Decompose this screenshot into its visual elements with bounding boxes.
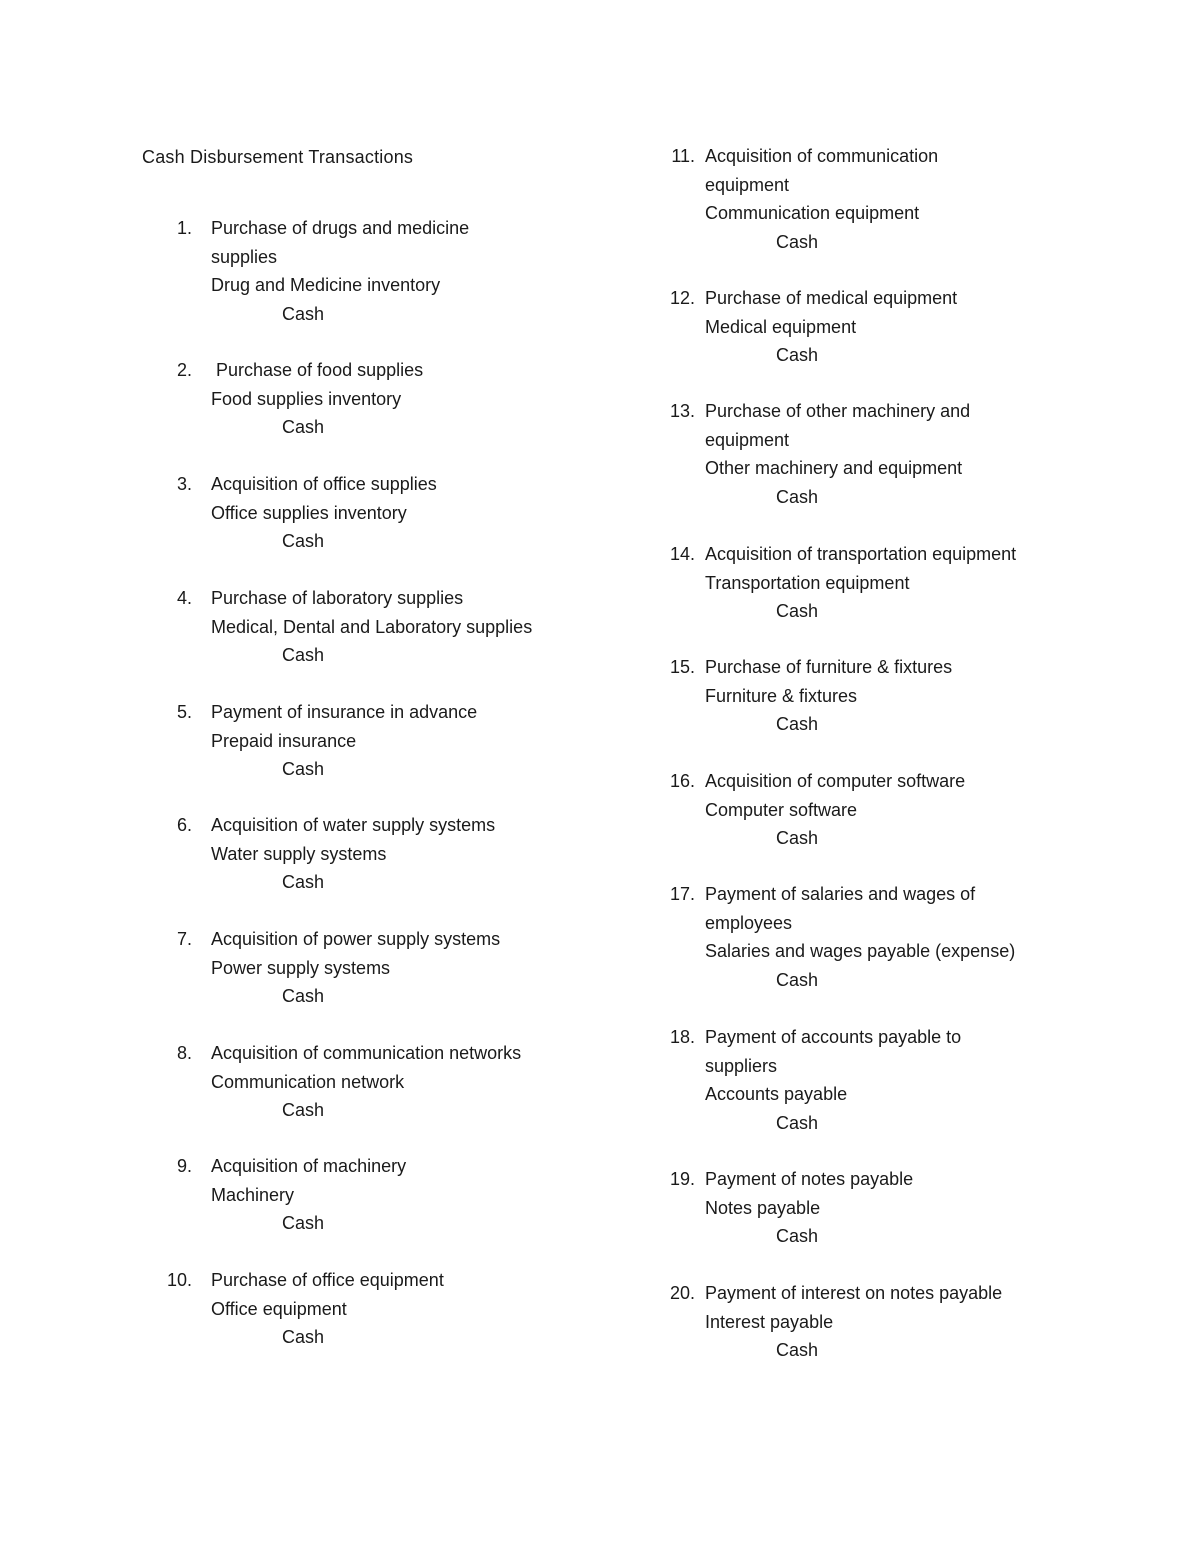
- entry-number: 16.: [669, 771, 695, 791]
- entry-description: supplies: [211, 246, 278, 267]
- entry-number: 3.: [176, 474, 192, 494]
- credit-account: Cash: [282, 417, 325, 437]
- entry-number: 18.: [669, 1027, 695, 1047]
- credit-account: Cash: [282, 303, 325, 324]
- credit-account: Cash: [282, 872, 325, 892]
- entry-description: Purchase of laboratory supplies: [211, 588, 464, 608]
- debit-account: Interest payable: [705, 1311, 834, 1332]
- credit-account: Cash: [776, 601, 819, 621]
- debit-account: Communication network: [211, 1071, 405, 1092]
- entry-description: Acquisition of power supply systems: [211, 929, 501, 949]
- entry-number: 6.: [176, 815, 192, 835]
- entry-description: Purchase of office equipment: [211, 1270, 444, 1290]
- entry-number: 2.: [176, 360, 192, 380]
- debit-account: Furniture & fixtures: [705, 685, 858, 706]
- debit-account: Other machinery and equipment: [705, 458, 963, 478]
- debit-account: Machinery: [211, 1184, 295, 1205]
- entry-number: 17.: [669, 884, 695, 904]
- entry-description: Payment of interest on notes payable: [705, 1283, 1003, 1303]
- entry-number: 20.: [669, 1283, 695, 1303]
- debit-account: Drug and Medicine inventory: [211, 275, 441, 295]
- debit-account: Computer software: [705, 799, 858, 820]
- entry-description: Purchase of medical equipment: [705, 288, 958, 308]
- credit-account: Cash: [282, 1213, 325, 1233]
- entry-number: 9.: [176, 1156, 192, 1176]
- entry-description: Purchase of furniture & fixtures: [705, 657, 953, 677]
- credit-account: Cash: [776, 1112, 819, 1133]
- entry-description: equipment: [705, 429, 790, 450]
- entry-number: 7.: [176, 929, 192, 949]
- credit-account: Cash: [776, 828, 819, 848]
- entry-number: 13.: [669, 401, 695, 421]
- entry-number: 5.: [176, 702, 192, 722]
- debit-account: Food supplies inventory: [211, 388, 402, 409]
- debit-account: Communication equipment: [705, 203, 920, 223]
- debit-account: Transportation equipment: [705, 572, 910, 593]
- entry-description: Acquisition of communication networks: [211, 1043, 522, 1063]
- credit-account: Cash: [776, 486, 819, 507]
- debit-account: Prepaid insurance: [211, 730, 357, 751]
- debit-account: Office equipment: [211, 1298, 347, 1319]
- credit-account: Cash: [282, 759, 325, 779]
- entry-description: Payment of insurance in advance: [211, 702, 478, 722]
- debit-account: Power supply systems: [211, 957, 391, 978]
- credit-account: Cash: [776, 345, 819, 365]
- debit-account: Notes payable: [705, 1197, 821, 1218]
- entry-description: Payment of accounts payable to: [705, 1027, 962, 1047]
- credit-account: Cash: [282, 1100, 325, 1120]
- entry-number: 15.: [669, 657, 695, 677]
- credit-account: Cash: [282, 645, 325, 665]
- entry-description: Acquisition of water supply systems: [211, 815, 496, 835]
- credit-account: Cash: [282, 531, 325, 551]
- entry-number: 11.: [671, 146, 695, 166]
- entry-description: Purchase of drugs and medicine: [211, 218, 470, 238]
- credit-account: Cash: [776, 1226, 819, 1246]
- entry-description: Payment of salaries and wages of: [705, 884, 976, 904]
- entry-description: Acquisition of transportation equipment: [705, 544, 1017, 564]
- entry-description: Purchase of other machinery and: [705, 401, 971, 421]
- entry-number: 19.: [669, 1169, 695, 1189]
- entry-description: Purchase of food supplies: [211, 360, 424, 380]
- entry-number: 12.: [669, 288, 695, 308]
- debit-account: Medical equipment: [705, 316, 857, 337]
- entry-description: equipment: [705, 174, 790, 195]
- credit-account: Cash: [776, 231, 819, 252]
- entry-number: 8.: [176, 1043, 192, 1063]
- entry-number: 4.: [176, 588, 192, 608]
- credit-account: Cash: [282, 986, 325, 1006]
- entry-number: 14.: [669, 544, 695, 564]
- entry-description: Acquisition of machinery: [211, 1156, 407, 1176]
- entry-description: Acquisition of office supplies: [211, 474, 437, 494]
- credit-account: Cash: [282, 1327, 325, 1347]
- entry-number: 10.: [166, 1270, 192, 1290]
- debit-account: Water supply systems: [211, 843, 387, 864]
- page-title: Cash Disbursement Transactions: [142, 147, 414, 167]
- entry-description: Payment of notes payable: [705, 1169, 914, 1189]
- credit-account: Cash: [776, 969, 819, 990]
- debit-account: Medical, Dental and Laboratory supplies: [211, 616, 533, 637]
- entry-number: 1.: [176, 218, 192, 238]
- entry-description: Acquisition of computer software: [705, 771, 966, 791]
- entry-description: employees: [705, 912, 793, 933]
- credit-account: Cash: [776, 714, 819, 734]
- debit-account: Office supplies inventory: [211, 502, 407, 523]
- debit-account: Salaries and wages payable (expense): [705, 941, 1016, 961]
- credit-account: Cash: [776, 1340, 819, 1360]
- entry-description: Acquisition of communication: [705, 146, 939, 166]
- debit-account: Accounts payable: [705, 1084, 848, 1104]
- entry-description: suppliers: [705, 1055, 778, 1076]
